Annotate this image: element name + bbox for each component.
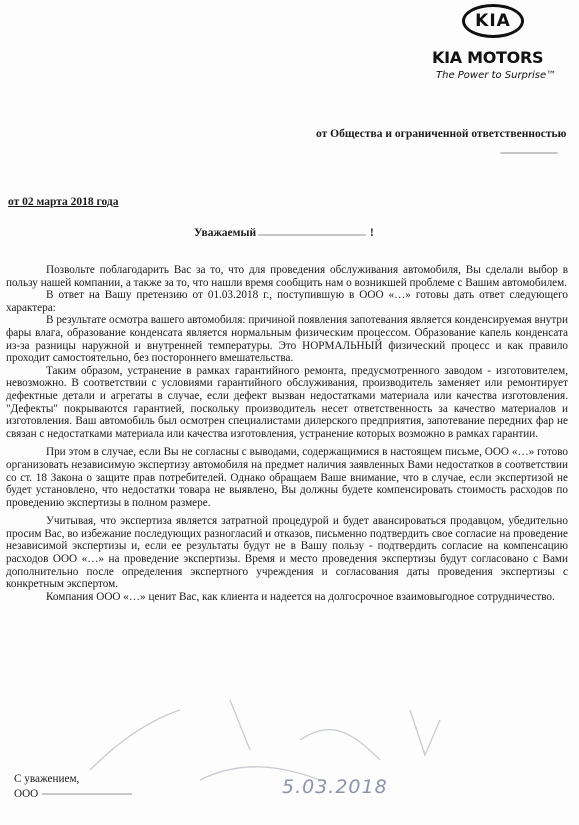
redacted-org-name	[42, 793, 132, 795]
brand-name: KIA MOTORS	[432, 48, 544, 67]
paragraph: Учитывая, что экспертиза является затратной процедурой и будет авансироваться продавцом, убедительно просим Вас, во избежание последующих разногласий и отказов, письменно подтвердить свое согласие на проведение независимой экспертизы и, если ее результаты будут не в Вашу пользу - подтвердить согласие на компенсацию расходов ООО «…» на проведение экспертизы. Время и место проведения экспертизы будут согласовано с Вами дополнительно после определения экспертного учреждения и согласования даты проведения экспертизы с конкретным экспертом.	[6, 515, 568, 591]
signature-scribble	[80, 680, 500, 790]
closing-org: ООО	[14, 788, 39, 800]
handwritten-date: 5.03.2018	[282, 776, 388, 798]
recipient-line: от Общества и ограниченной ответственностью	[316, 128, 567, 140]
paragraph: Компания ООО «…» ценит Вас, как клиента и надеется на долгосрочное взаимовыгодное сотрудничество.	[46, 590, 555, 603]
brand-slogan: The Power to Surprise™	[436, 70, 557, 81]
salutation: Уважаемый	[194, 227, 257, 239]
kia-logo	[428, 4, 568, 84]
redacted-name	[258, 232, 368, 240]
salutation-end: !	[370, 227, 374, 239]
paragraph: Позвольте поблагодарить Вас за то, что для проведения обслуживания автомобиля, Вы сделали выбор в пользу нашей компании, а также за то, что нашли время сообщить нам о возникшей проблеме с Вашим автомобилем.	[6, 264, 568, 289]
closing-text: С уважением,	[14, 773, 80, 785]
closing-block	[14, 772, 132, 802]
paragraph: При этом в случае, если Вы не согласны с выводами, содержащимися в настоящем письме, ООО «…» готово организовать независимую экспертизу автомобиля на предмет наличия заявленных Вами недостатков в соответствии со ст. 18 Закона о защите прав потребителей. Однако обращаем Ваше внимание, что в случае, если экспертизой не будет установлено, что недостатки товара не выявлено, Вы должны будете компенсировать стоимость расходов по проведению экспертизы в полном размере.	[6, 446, 568, 509]
letter-body	[6, 264, 568, 603]
paragraph: Таким образом, устранение в рамках гарантийного ремонта, предусмотренного заводом - изготовителем, невозможно. В соответствии с условиями гарантийного обслуживания, производитель заменяет или ремонтирует дефектные детали и агрегаты в случае, если дефект вызван недостатками материала или качества изготовления. "Дефекты" покрываются гарантией, поскольку производитель несет ответственность за качество материалов и изготовления. Ваш автомобиль был осмотрен специалистами дилерского предприятия, запотевание передних фар не связан с недостатками материала или качества изготовления, устранение которых возможно в рамках гарантии.	[6, 364, 568, 440]
kia-emblem-icon	[462, 4, 524, 38]
kia-emblem-text: KIA	[475, 11, 511, 31]
redacted-company-name	[500, 148, 560, 158]
letter-date: от 02 марта 2018 года	[8, 196, 119, 208]
paragraph: В результате осмотра вашего автомобиля: причиной появления запотевания является конденсируемая внутри фары влага, образование конденсата является нормальным физическим процессом. Образование капель конденсата из-за разницы наружной и внутренней температуры. Это НОРМАЛЬНЫЙ физический процесс и как правило проходит самостоятельно, без постороннего вмешательства.	[6, 314, 568, 365]
paragraph: В ответ на Вашу претензию от 01.03.2018 г., поступившую в ООО «…» готовы дать ответ следующего характера:	[6, 289, 568, 314]
